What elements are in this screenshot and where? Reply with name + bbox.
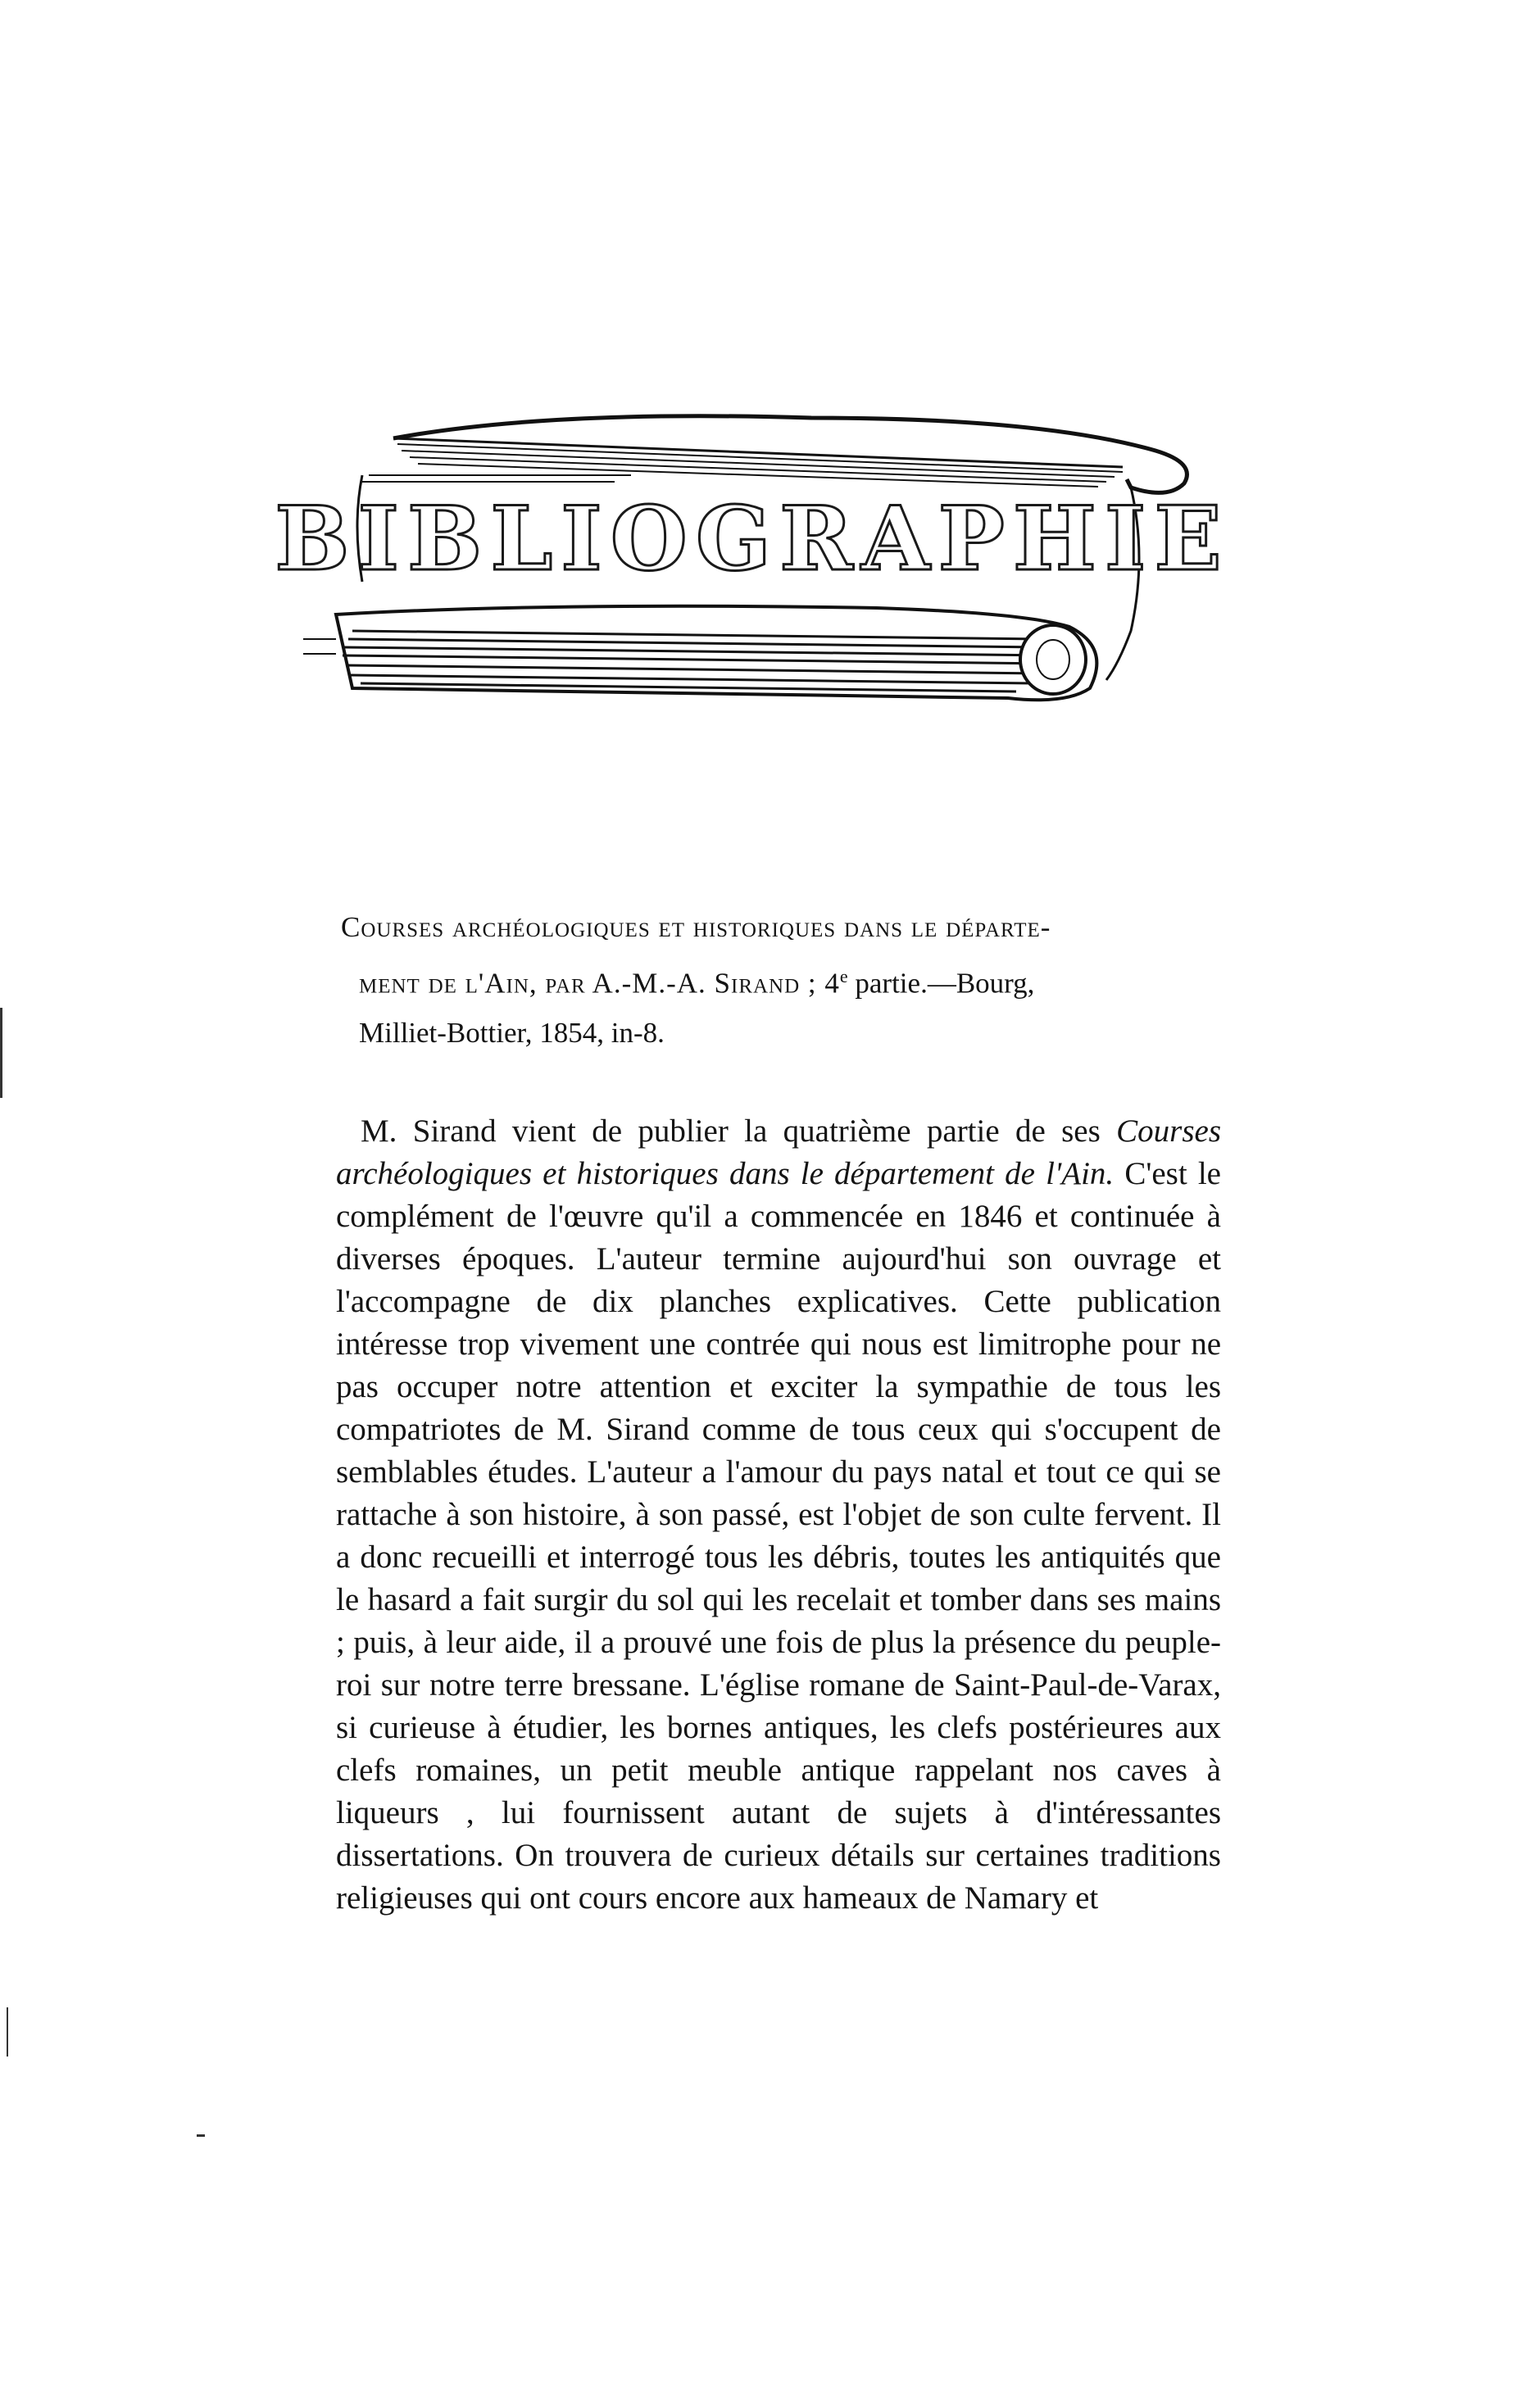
body-intro: M. Sirand vient de publier la quatrième partie de ses [361, 1113, 1117, 1149]
heading-line-3: Milliet-Bottier, 1854, in-8. [359, 1016, 665, 1049]
margin-mark [197, 2134, 205, 2137]
heading-line-2-a: ment de l'Ain, par A.-M.-A. Sirand ; 4 [359, 967, 840, 1000]
scroll-banner-icon [275, 393, 1230, 754]
bibliographic-heading [341, 903, 1242, 1058]
body-book-title: Courses archéologiques et historiques dans le département de l'Ain. [336, 1113, 1221, 1191]
heading-line-1: Courses archéologiques et historiques dans le départe- [341, 911, 1051, 943]
body-paragraph [336, 1110, 1221, 1920]
body-text [336, 1110, 1221, 1920]
margin-mark [7, 2007, 8, 2057]
body-main-text: C'est le complément de l'œuvre qu'il a commencée en 1846 et continuée à diverses époques. L'auteur termine aujourd'hui son ouvrage et l'accompagne de dix planches explicatives. Cette publication intéresse trop vivement une contrée qui nous est limitrophe pour ne pas occuper notre attention et exciter la sympathie de tous les compatriotes de M. Sirand comme de tous ceux qui s'occupent de semblables études. L'auteur a l'amour du pays natal et tout ce qui se rattache à son histoire, à son passé, est l'objet de son culte fervent. Il a donc recueilli et interrogé tous les débris, toutes les antiquités que le hasard a fait surgir du sol qui les recelait et tomber dans ses mains ; puis, à leur aide, il a prouvé une fois de plus la présence du peuple-roi sur notre terre bressane. L'église romane de Saint-Paul-de-Varax, si curieuse à étudier, les bornes antiques, les clefs postérieures aux clefs romaines, un petit meuble antique rappelant nos caves à liqueurs , lui fournissent autant de sujets à d'intéressantes dissertations. On trouvera de curieux détails sur certaines traditions religieuses qui ont cours encore aux hameaux de Namary et [336, 1156, 1221, 1916]
heading-line-2-sup: e [839, 966, 848, 986]
heading-line-2 [341, 952, 1242, 1009]
margin-mark [0, 1008, 2, 1098]
banner-title: BIBLIOGRAPHIE [275, 487, 1230, 591]
heading-line-2-b: partie.—Bourg, [847, 967, 1035, 1000]
